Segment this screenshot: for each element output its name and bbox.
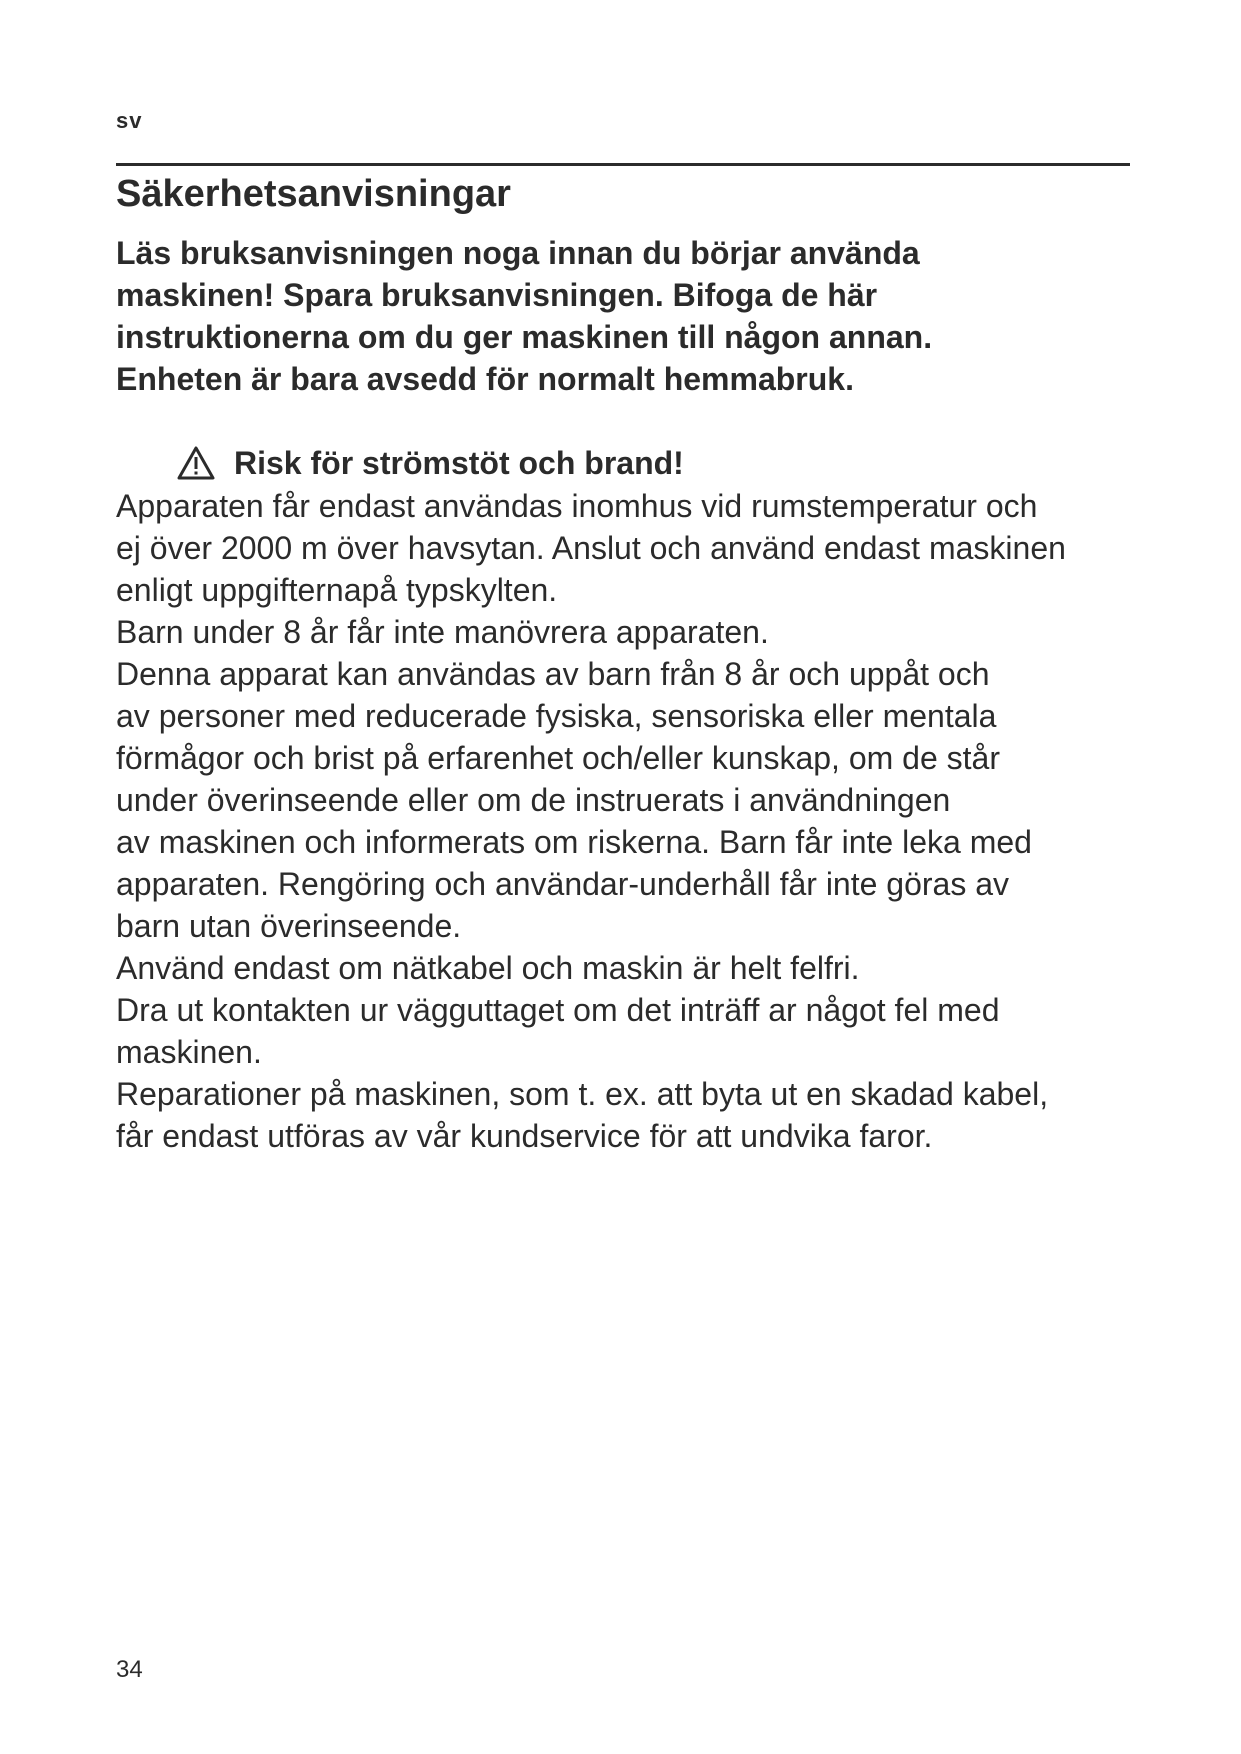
body-line: Denna apparat kan användas av barn från 8 år och uppåt och (116, 656, 990, 692)
body-line: Reparationer på maskinen, som t. ex. att byta ut en skadad kabel, (116, 1076, 1049, 1112)
warning-triangle-icon (176, 445, 216, 481)
intro-line: instruktionerna om du ger maskinen till någon annan. (116, 319, 933, 355)
body-line: förmågor och brist på erfarenhet och/eller kunskap, om de står (116, 740, 1000, 776)
body-line: Barn under 8 år får inte manövrera apparaten. (116, 614, 769, 650)
section-title: Säkerhetsanvisningar (116, 173, 511, 215)
intro-line: Enheten är bara avsedd för normalt hemmabruk. (116, 361, 854, 397)
warning-body (116, 485, 1130, 1157)
intro-paragraph (116, 232, 1126, 400)
header-divider (116, 163, 1130, 166)
warning-heading-text: Risk för strömstöt och brand! (234, 445, 684, 481)
body-line: ej över 2000 m över havsytan. Anslut och använd endast maskinen (116, 530, 1066, 566)
warning-heading (176, 442, 684, 484)
body-line: barn utan överinseende. (116, 908, 462, 944)
body-line: får endast utföras av vår kundservice för att undvika faror. (116, 1118, 933, 1154)
body-line: under överinseende eller om de instruerats i användningen (116, 782, 951, 818)
body-line: enligt uppgifternapå typskylten. (116, 572, 558, 608)
language-code: sv (116, 108, 143, 133)
body-line: Apparaten får endast användas inomhus vid rumstemperatur och (116, 488, 1038, 524)
intro-line: maskinen! Spara bruksanvisningen. Bifoga de här (116, 277, 878, 313)
body-line: Använd endast om nätkabel och maskin är helt felfri. (116, 950, 860, 986)
intro-line: Läs bruksanvisningen noga innan du börjar använda (116, 235, 920, 271)
body-line: av personer med reducerade fysiska, sensoriska eller mentala (116, 698, 997, 734)
body-line: apparaten. Rengöring och användar-underhåll får inte göras av (116, 866, 1010, 902)
body-line: av maskinen och informerats om riskerna. Barn får inte leka med (116, 824, 1032, 860)
page-number: 34 (116, 1656, 143, 1683)
body-line: maskinen. (116, 1034, 262, 1070)
body-line: Dra ut kontakten ur vägguttaget om det inträff ar något fel med (116, 992, 1000, 1028)
